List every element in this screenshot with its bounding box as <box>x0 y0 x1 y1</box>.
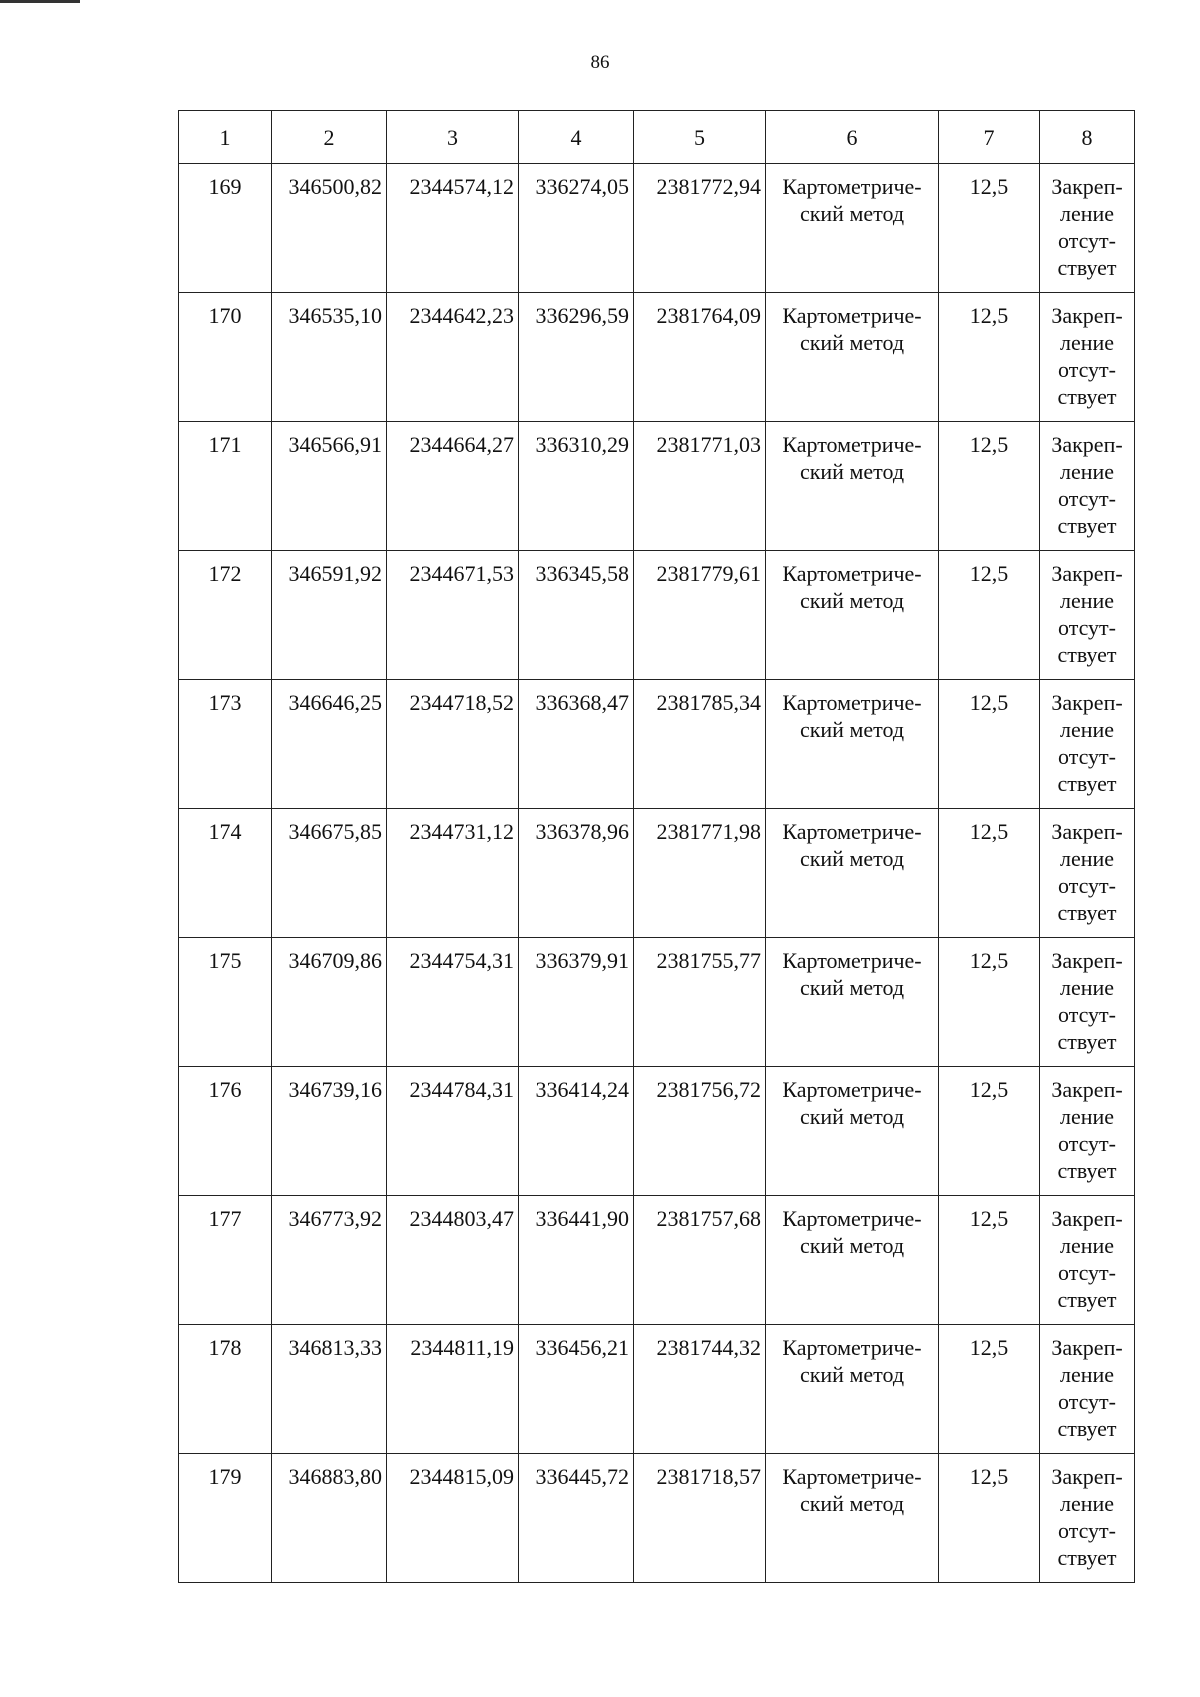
coordinate-cell: 2381744,32 <box>634 1325 766 1454</box>
column-header: 4 <box>519 111 634 164</box>
fixing-text-line: отсут- <box>1057 1389 1116 1414</box>
table-header-row <box>179 111 1135 164</box>
coordinate-cell: 336414,24 <box>519 1067 634 1196</box>
coordinate-cell: 336379,91 <box>519 938 634 1067</box>
coordinate-cell: 2344642,23 <box>387 293 519 422</box>
fixing-text-line: ствует <box>1057 1287 1117 1312</box>
table-body <box>179 164 1135 1583</box>
table-row <box>179 1067 1135 1196</box>
fixing-text-line: ствует <box>1057 771 1117 796</box>
table-row <box>179 938 1135 1067</box>
method-text-line: Картометриче- <box>782 174 922 199</box>
coordinate-cell: 336441,90 <box>519 1196 634 1325</box>
fixing-text-line: отсут- <box>1057 1002 1116 1027</box>
fixing-text-line: отсут- <box>1057 1131 1116 1156</box>
coordinate-cell: 336296,59 <box>519 293 634 422</box>
point-number-cell: 177 <box>179 1196 272 1325</box>
accuracy-cell: 12,5 <box>939 1325 1040 1454</box>
fixing-text-line: ление <box>1059 330 1115 355</box>
coordinate-cell: 346709,86 <box>272 938 387 1067</box>
fixing-cell <box>1040 680 1135 809</box>
method-text-line: Картометриче- <box>782 303 922 328</box>
method-text-line: Картометриче- <box>782 432 922 457</box>
accuracy-cell: 12,5 <box>939 809 1040 938</box>
method-text-line: ский метод <box>799 1362 905 1387</box>
fixing-cell <box>1040 1325 1135 1454</box>
accuracy-cell: 12,5 <box>939 938 1040 1067</box>
coordinate-cell: 346646,25 <box>272 680 387 809</box>
coordinate-cell: 2381764,09 <box>634 293 766 422</box>
coordinate-cell: 2381771,03 <box>634 422 766 551</box>
fixing-text-line: Закреп- <box>1051 819 1123 844</box>
fixing-text-line: отсут- <box>1057 1260 1116 1285</box>
method-cell <box>766 1067 939 1196</box>
column-header: 5 <box>634 111 766 164</box>
method-cell <box>766 551 939 680</box>
point-number-cell: 170 <box>179 293 272 422</box>
method-text-line: Картометриче- <box>782 948 922 973</box>
point-number-cell: 173 <box>179 680 272 809</box>
method-cell <box>766 1196 939 1325</box>
method-cell <box>766 1454 939 1583</box>
coordinate-cell: 2344784,31 <box>387 1067 519 1196</box>
method-text-line: Картометриче- <box>782 1335 922 1360</box>
coordinate-cell: 2344718,52 <box>387 680 519 809</box>
point-number-cell: 178 <box>179 1325 272 1454</box>
fixing-text-line: ление <box>1059 717 1115 742</box>
coordinates-table <box>178 110 1135 1583</box>
fixing-text-line: ствует <box>1057 900 1117 925</box>
column-header: 2 <box>272 111 387 164</box>
method-text-line: Картометриче- <box>782 1077 922 1102</box>
coordinate-cell: 346813,33 <box>272 1325 387 1454</box>
fixing-text-line: отсут- <box>1057 744 1116 769</box>
column-header: 8 <box>1040 111 1135 164</box>
table-row <box>179 1196 1135 1325</box>
fixing-cell <box>1040 422 1135 551</box>
point-number-cell: 169 <box>179 164 272 293</box>
coordinate-cell: 346535,10 <box>272 293 387 422</box>
method-text-line: Картометриче- <box>782 690 922 715</box>
method-text-line: Картометриче- <box>782 819 922 844</box>
fixing-text-line: ствует <box>1057 1416 1117 1441</box>
table-row <box>179 551 1135 680</box>
fixing-text-line: ление <box>1059 1362 1115 1387</box>
column-header: 7 <box>939 111 1040 164</box>
fixing-text-line: ление <box>1059 1233 1115 1258</box>
method-cell <box>766 422 939 551</box>
coordinate-cell: 2344754,31 <box>387 938 519 1067</box>
fixing-text-line: ствует <box>1057 1545 1117 1570</box>
coordinate-cell: 2344671,53 <box>387 551 519 680</box>
accuracy-cell: 12,5 <box>939 680 1040 809</box>
method-text-line: Картометриче- <box>782 1206 922 1231</box>
coordinate-cell: 2381757,68 <box>634 1196 766 1325</box>
fixing-text-line: ствует <box>1057 642 1117 667</box>
method-text-line: ский метод <box>799 975 905 1000</box>
table-row <box>179 1454 1135 1583</box>
page-number: 86 <box>590 52 610 73</box>
point-number-cell: 176 <box>179 1067 272 1196</box>
fixing-text-line: ление <box>1059 588 1115 613</box>
coordinate-cell: 346739,16 <box>272 1067 387 1196</box>
accuracy-cell: 12,5 <box>939 422 1040 551</box>
coordinate-cell: 2344731,12 <box>387 809 519 938</box>
method-text-line: ский метод <box>799 846 905 871</box>
fixing-cell <box>1040 1454 1135 1583</box>
fixing-text-line: ление <box>1059 1104 1115 1129</box>
coordinate-cell: 346566,91 <box>272 422 387 551</box>
coordinate-cell: 2381755,77 <box>634 938 766 1067</box>
point-number-cell: 175 <box>179 938 272 1067</box>
fixing-text-line: отсут- <box>1057 357 1116 382</box>
fixing-text-line: отсут- <box>1057 486 1116 511</box>
fixing-text-line: ствует <box>1057 384 1117 409</box>
method-text-line: ский метод <box>799 588 905 613</box>
fixing-text-line: отсут- <box>1057 228 1116 253</box>
fixing-cell <box>1040 809 1135 938</box>
method-cell <box>766 809 939 938</box>
coordinate-cell: 2381771,98 <box>634 809 766 938</box>
method-text-line: ский метод <box>799 1104 905 1129</box>
point-number-cell: 171 <box>179 422 272 551</box>
fixing-text-line: ление <box>1059 846 1115 871</box>
point-number-cell: 172 <box>179 551 272 680</box>
accuracy-cell: 12,5 <box>939 293 1040 422</box>
method-cell <box>766 938 939 1067</box>
coordinate-cell: 336378,96 <box>519 809 634 938</box>
method-text-line: Картометриче- <box>782 1464 922 1489</box>
fixing-text-line: ление <box>1059 201 1115 226</box>
coordinate-cell: 336456,21 <box>519 1325 634 1454</box>
fixing-text-line: ствует <box>1057 1029 1117 1054</box>
coordinate-cell: 346675,85 <box>272 809 387 938</box>
fixing-cell <box>1040 293 1135 422</box>
fixing-cell <box>1040 551 1135 680</box>
method-text-line: ский метод <box>799 330 905 355</box>
fixing-cell <box>1040 938 1135 1067</box>
coordinate-cell: 2381785,34 <box>634 680 766 809</box>
fixing-text-line: отсут- <box>1057 615 1116 640</box>
fixing-text-line: Закреп- <box>1051 1464 1123 1489</box>
fixing-text-line: ствует <box>1057 513 1117 538</box>
accuracy-cell: 12,5 <box>939 1454 1040 1583</box>
table-row <box>179 680 1135 809</box>
coordinate-cell: 336274,05 <box>519 164 634 293</box>
coordinate-cell: 2381772,94 <box>634 164 766 293</box>
coordinate-cell: 336310,29 <box>519 422 634 551</box>
fixing-text-line: Закреп- <box>1051 948 1123 973</box>
accuracy-cell: 12,5 <box>939 1067 1040 1196</box>
coordinate-cell: 346883,80 <box>272 1454 387 1583</box>
table-row <box>179 293 1135 422</box>
coordinate-cell: 2344664,27 <box>387 422 519 551</box>
method-cell <box>766 293 939 422</box>
scan-edge-mark <box>0 0 80 3</box>
method-text-line: ский метод <box>799 1233 905 1258</box>
method-text-line: ский метод <box>799 459 905 484</box>
column-header: 3 <box>387 111 519 164</box>
coordinate-cell: 336368,47 <box>519 680 634 809</box>
table-row <box>179 809 1135 938</box>
fixing-text-line: Закреп- <box>1051 1335 1123 1360</box>
point-number-cell: 174 <box>179 809 272 938</box>
coordinate-cell: 346773,92 <box>272 1196 387 1325</box>
method-text-line: Картометриче- <box>782 561 922 586</box>
method-cell <box>766 1325 939 1454</box>
table-row <box>179 422 1135 551</box>
coordinate-cell: 346591,92 <box>272 551 387 680</box>
column-header: 1 <box>179 111 272 164</box>
fixing-cell <box>1040 1196 1135 1325</box>
fixing-text-line: Закреп- <box>1051 174 1123 199</box>
coordinate-cell: 2344811,19 <box>387 1325 519 1454</box>
fixing-text-line: ление <box>1059 1491 1115 1516</box>
method-cell <box>766 164 939 293</box>
fixing-text-line: Закреп- <box>1051 1206 1123 1231</box>
table-row <box>179 164 1135 293</box>
method-text-line: ский метод <box>799 717 905 742</box>
table-row <box>179 1325 1135 1454</box>
accuracy-cell: 12,5 <box>939 1196 1040 1325</box>
fixing-text-line: Закреп- <box>1051 561 1123 586</box>
fixing-cell <box>1040 1067 1135 1196</box>
coordinate-cell: 2344574,12 <box>387 164 519 293</box>
fixing-text-line: Закреп- <box>1051 432 1123 457</box>
accuracy-cell: 12,5 <box>939 551 1040 680</box>
coordinate-cell: 336445,72 <box>519 1454 634 1583</box>
fixing-text-line: ствует <box>1057 255 1117 280</box>
coordinate-cell: 2381779,61 <box>634 551 766 680</box>
fixing-cell <box>1040 164 1135 293</box>
method-text-line: ский метод <box>799 201 905 226</box>
method-cell <box>766 680 939 809</box>
fixing-text-line: Закреп- <box>1051 1077 1123 1102</box>
coordinate-cell: 2381718,57 <box>634 1454 766 1583</box>
point-number-cell: 179 <box>179 1454 272 1583</box>
fixing-text-line: ление <box>1059 975 1115 1000</box>
fixing-text-line: ствует <box>1057 1158 1117 1183</box>
fixing-text-line: ление <box>1059 459 1115 484</box>
method-text-line: ский метод <box>799 1491 905 1516</box>
coordinate-cell: 2381756,72 <box>634 1067 766 1196</box>
coordinate-cell: 2344803,47 <box>387 1196 519 1325</box>
coordinate-cell: 336345,58 <box>519 551 634 680</box>
coordinate-cell: 346500,82 <box>272 164 387 293</box>
coordinate-cell: 2344815,09 <box>387 1454 519 1583</box>
fixing-text-line: отсут- <box>1057 873 1116 898</box>
fixing-text-line: отсут- <box>1057 1518 1116 1543</box>
accuracy-cell: 12,5 <box>939 164 1040 293</box>
column-header: 6 <box>766 111 939 164</box>
fixing-text-line: Закреп- <box>1051 690 1123 715</box>
fixing-text-line: Закреп- <box>1051 303 1123 328</box>
